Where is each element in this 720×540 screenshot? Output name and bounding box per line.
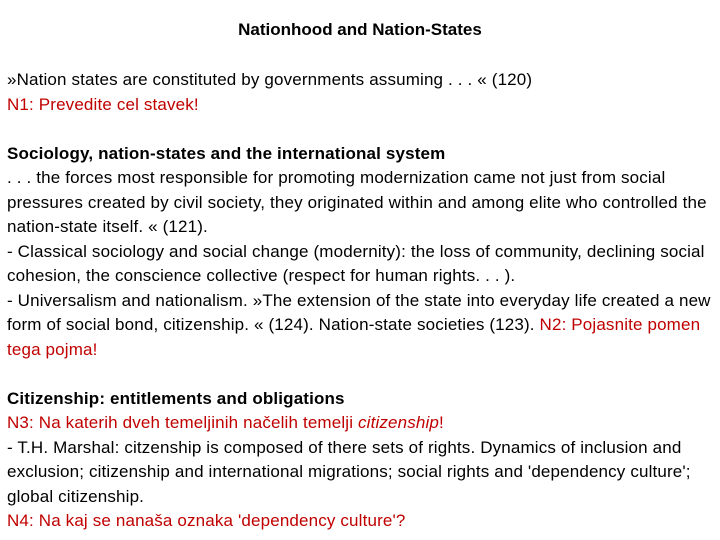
section-heading-sociology: Sociology, nation-states and the international system	[7, 143, 446, 163]
spacer	[7, 117, 715, 142]
slide-body	[7, 68, 715, 534]
quote-line: »Nation states are constituted by governments assuming . . . « (120)	[7, 70, 533, 89]
task-n2: N2: Pojasnite pomen tega pojma!	[7, 315, 701, 359]
spacer	[7, 362, 715, 387]
paragraph-modernization: . . . the forces most responsible for promoting modernization came not just from social pressures created by civil society, they originated within and among elite who controlled the nation-state itself. « (121).	[7, 168, 707, 236]
paragraph-universalism	[7, 289, 715, 363]
task-n4: N4: Na kaj se nanaša oznaka 'dependency culture'?	[7, 511, 406, 530]
slide-title: Nationhood and Nation-States	[238, 20, 482, 39]
task-n1: N1: Prevedite cel stavek!	[7, 94, 199, 114]
section-heading-citizenship: Citizenship: entitlements and obligations	[7, 388, 345, 408]
paragraph-classical-sociology: - Classical sociology and social change (modernity): the loss of community, declining social cohesion, the conscience collective (respect for human rights. . . ).	[7, 241, 705, 285]
n3-suffix: !	[439, 413, 444, 432]
universalism-text: - Universalism and nationalism. »The extension of the state into everyday life created a new form of social bond, citizenship. « (124). Nation-state societies (123).	[7, 290, 711, 334]
paragraph-marshal: - T.H. Marshal: citzenship is composed of there sets of rights. Dynamics of inclusion and exclusion; citizenship and international migrations; social rights and 'dependency culture'; global citizenship.	[7, 437, 691, 506]
n3-prefix: N3: Na katerih dveh temeljinih načelih temelji	[7, 413, 358, 432]
task-n3	[7, 411, 715, 436]
n3-italic-term: citizenship	[358, 413, 440, 432]
